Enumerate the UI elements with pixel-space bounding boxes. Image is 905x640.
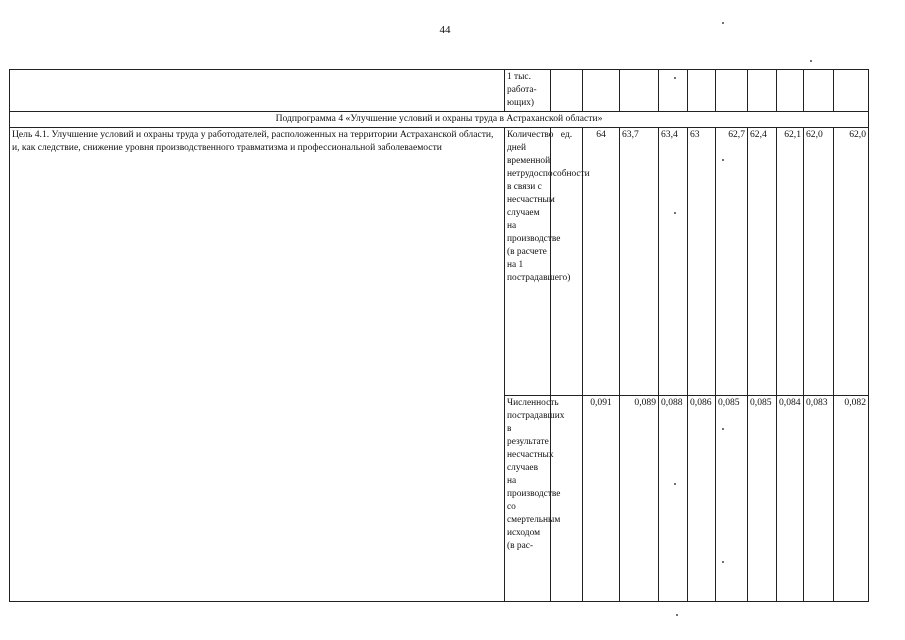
value-cell: 63,4 bbox=[659, 127, 688, 395]
indicator-name: Численность пострадавших в результате несчастных случаев на производстве со смертельным исходом (в рас- bbox=[505, 395, 551, 601]
continuation-row bbox=[10, 70, 869, 112]
subprogram-row bbox=[10, 111, 869, 127]
value-cell: 0,082 bbox=[834, 395, 869, 601]
value-cell: 63,7 bbox=[620, 127, 659, 395]
value-cell: 0,084 bbox=[777, 395, 804, 601]
value-cell: 62,4 bbox=[748, 127, 777, 395]
scan-speck bbox=[722, 428, 724, 430]
table-row bbox=[10, 127, 869, 395]
value-cell: 0,086 bbox=[688, 395, 716, 601]
value-cell: 63 bbox=[688, 127, 716, 395]
scan-speck bbox=[674, 77, 676, 79]
scan-speck bbox=[810, 60, 812, 62]
scan-speck bbox=[722, 561, 724, 563]
value-cell: 62,0 bbox=[804, 127, 834, 395]
value-cell: 0,089 bbox=[620, 395, 659, 601]
value-cell: 64 bbox=[583, 127, 620, 395]
value-cell: 0,083 bbox=[804, 395, 834, 601]
scan-speck bbox=[676, 614, 678, 616]
value-cell: 62,7 bbox=[716, 127, 748, 395]
goal-cell bbox=[10, 70, 505, 112]
indicators-table bbox=[9, 69, 869, 602]
page-number: 44 bbox=[439, 24, 451, 36]
value-cell: 62,1 bbox=[777, 127, 804, 395]
value-cell: 0,091 bbox=[583, 395, 620, 601]
value-cell: 0,085 bbox=[716, 395, 748, 601]
unit-cell: ед. bbox=[551, 127, 583, 395]
scan-speck bbox=[674, 483, 676, 485]
goal-text: Цель 4.1. Улучшение условий и охраны труда у работодателей, расположенных на территории Астраханской области, и, как следствие, снижение уровня производственного травматизма и профессиональной заболеваемости bbox=[10, 127, 505, 601]
subprogram-title: Подпрограмма 4 «Улучшение условий и охраны труда в Астраханской области» bbox=[10, 111, 869, 127]
scan-speck bbox=[722, 22, 724, 24]
value-cell: 0,085 bbox=[748, 395, 777, 601]
value-cell: 0,088 bbox=[659, 395, 688, 601]
scan-speck bbox=[722, 159, 724, 161]
scan-speck bbox=[674, 212, 676, 214]
value-cell: 62,0 bbox=[834, 127, 869, 395]
indicator-cell: 1 тыс. работа-ющих) bbox=[505, 70, 551, 112]
indicator-name: Количество дней временной нетрудоспособности в связи с несчастным случаем на производстве (в расчете на 1 пострадавшего) bbox=[505, 127, 551, 395]
